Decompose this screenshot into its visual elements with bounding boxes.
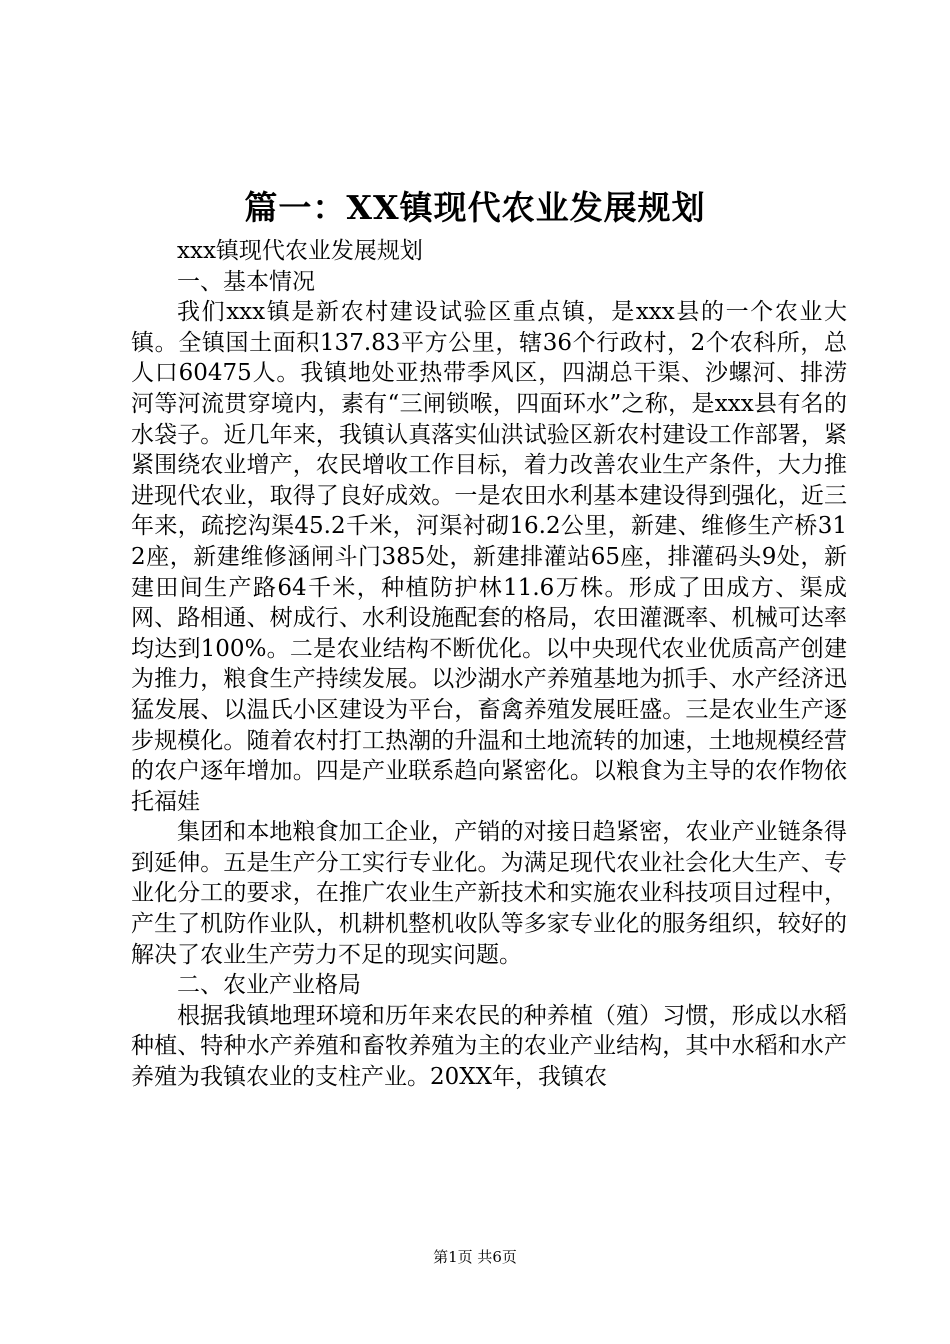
section-heading-basic-situation: 一、基本情况	[177, 268, 315, 295]
document-title: 篇一：XX镇现代农业发展规划	[244, 188, 706, 227]
body-paragraph: 我们xxx镇是新农村建设试验区重点镇，是xxx县的一个农业大镇。全镇国土面积137.83平方公里，辖36个行政村，2个农科所，总人口60475人。我镇地处亚热带季风区，四湖总干渠、沙螺河、排涝河等河流贯穿境内，素有“三闸锁喉，四面环水”之称，是xxx县有名的水袋子。近几年来，我镇认真落实仙洪试验区新农村建设工作部署，紧紧围绕农业增产，农民增收工作目标，着力改善农业生产条件，大力推进现代农业，取得了良好成效。一是农田水利基本建设得到强化，近三年来，疏挖沟渠45.2千米，河渠衬砌16.2公里，新建、维修生产桥312座，新建维修涵闸斗门385处，新建排灌站65座，排灌码头9处，新建田间生产路64千米，种植防护林11.6万株。形成了田成方、渠成网、路相通、树成行、水利设施配套的格局，农田灌溉率、机械可达率均达到100%。二是农业结构不断优化。以中央现代农业优质高产创建为推力，粮食生产持续发展。以沙湖水产养殖基地为抓手、水产经济迅猛发展、以温氏小区建设为平台，畜禽养殖发展旺盛。三是农业生产逐步规模化。随着农村打工热潮的升温和土地流转的加速，土地规模经营的农户逐年增加。四是产业联系趋向紧密化。以粮食为主导的农作物依托福娃	[131, 299, 847, 815]
page-footer: 第1页 共6页	[433, 1248, 517, 1266]
document-body	[131, 236, 847, 1093]
body-paragraph: 根据我镇地理环境和历年来农民的种养植（殖）习惯，形成以水稻种植、特种水产养殖和畜牧养殖为主的农业产业结构，其中水稻和水产养殖为我镇农业的支柱产业。20XX年，我镇农	[131, 1002, 847, 1091]
subtitle-paragraph: xxx镇现代农业发展规划	[177, 238, 423, 264]
body-paragraph: 集团和本地粮食加工企业，产销的对接日趋紧密，农业产业链条得到延伸。五是生产分工实行专业化。为满足现代农业社会化大生产、专业化分工的要求，在推广农业生产新技术和实施农业科技项目过程中，产生了机防作业队，机耕机整机收队等多家专业化的服务组织，较好的解决了农业生产劳力不足的现实问题。	[131, 819, 847, 968]
section-heading-industry-layout: 二、农业产业格局	[177, 972, 361, 999]
